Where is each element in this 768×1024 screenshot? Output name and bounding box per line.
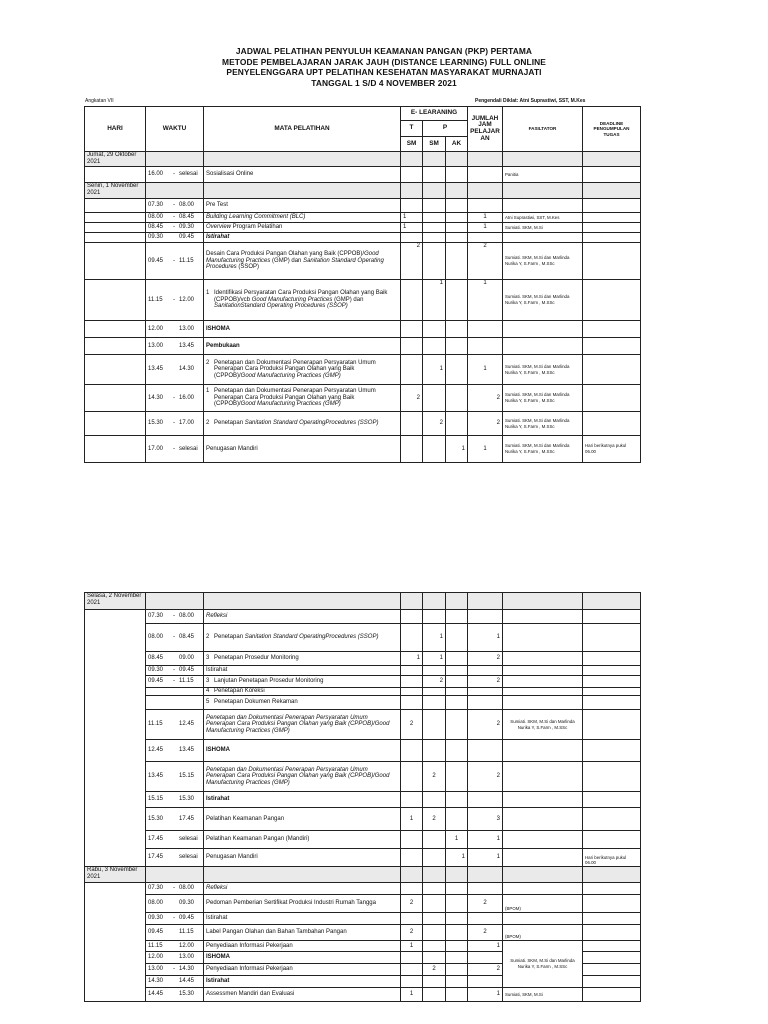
header-fasilitator: FASILTATOR — [503, 107, 583, 152]
table-row: 12.00 13.00 ISHOMA — [85, 952, 641, 964]
table-row: 15.15 15.30 Istirahat — [85, 792, 641, 808]
header-waktu: WAKTU — [146, 107, 204, 152]
day-row-jumat — [85, 152, 641, 167]
table-row: 09.45 - 11.15 Desain Cara Produksi Pangan Olahan yang Baik (CPPOB)/Good Manufacturing Practices (GMP) dan Sanitation Standard Operating Procedures (SSOP) 2 2 Sumiati. SKM, M.Si dan Marlinda Nurika Y, S.Farm , M.SSc — [85, 243, 641, 280]
table-row: 08.00 09.30 Pedoman Pemberian Sertifikat Produksi Industri Rumah Tangga 2 2 (BPOM) — [85, 895, 641, 913]
day-label: Rabu, 3 November 2021 — [85, 867, 146, 883]
table-row: 11.15 - 12.00 1 Identifikasi Persyaratan Cara Produksi Pangan Olahan yang Baik (CPPOB)/vcb Good Manufacturing Practices (GMP) dan SanitationStandard Operating Procedures (SSOP) 1 1 Sumiati. SKM, M.Si dan Marlinda Nurika Y, S.Farm , M.SSc — [85, 280, 641, 321]
table-row: 17.00 - selesai Penugasan Mandiri 1 1 Sumiati. SKM, M.Si dan Marlinda Nurika Y, S.Farm , M.SSc Hari berikutnya pukul 06.00 — [85, 436, 641, 463]
table-row: 07.30 - 08.00 Pre Test — [85, 199, 641, 213]
table-row: 5 Penetapan Dokumen Rekaman — [85, 696, 641, 710]
table-row: 14.30 - 16.00 1 Penetapan dan Dokumentasi Penerapan Persyaratan Umum Penerapan Cara Produksi Pangan Olahan yang Baik (CPPOB)/Good Manufacturing Practices (GMP) 2 2 Sumiati. SKM, M.Si dan Marlinda Nurika Y, S.Farm , M.SSc — [85, 385, 641, 412]
schedule-table-2 — [84, 592, 641, 1002]
table-row: 07.30 - 08.00 Refleksi — [85, 610, 641, 624]
day-label: Senin, 1 November 2021 — [85, 183, 146, 199]
table-row: 08.00 - 08.45 Building Learning Commitment (BLC) 1 1 Atni Suprastiwi, SST, M.Kes — [85, 213, 641, 223]
table-row: 13.45 15.15 Penetapan dan Dokumentasi Penerapan Persyaratan Umum Penerapan Cara Produksi Pangan Olahan yang Baik (CPPOB)/Good Manufacturing Practices (GMP) 2 2 — [85, 762, 641, 792]
table-row: 13.45 14.30 2 Penetapan dan Dokumentasi Penerapan Persyaratan Umum Penerapan Cara Produksi Pangan Olahan yang Baik (CPPOB)/Good Manufacturing Practices (GMP) 1 1 Sumiati. SKM, M.Si dan Marlinda Nurika Y, S.Farm , M.SSc — [85, 355, 641, 385]
day-row-rabu — [85, 867, 641, 883]
header-t: T — [401, 121, 423, 137]
title-line-2: METODE PEMBELAJARAN JARAK JAUH (DISTANCE LEARNING) FULL ONLINE — [222, 56, 546, 67]
table-row: 08.45 09.00 3 Penetapan Prosedur Monitoring 1 1 2 — [85, 652, 641, 666]
schedule-table-1 — [84, 106, 641, 463]
pengendali-label: Pengendali Diklat: Atni Suprastiwi, SST, M.Kes — [475, 98, 586, 104]
table-row: 11.15 12.00 Penyediaan Informasi Pekerjaan 1 1 Sumiati. SKM, M.Si dan Marlinda Nurika Y, S.Farm , M.SSc — [85, 941, 641, 952]
table-row: 12.45 13.45 ISHOMA — [85, 740, 641, 762]
title-line-1: JADWAL PELATIHAN PENYULUH KEAMANAN PANGAN (PKP) PERTAMA — [235, 46, 533, 56]
table-row: 08.00 - 08.45 2 Penetapan Sanitation Standard OperatingProcedures (SSOP) 1 1 — [85, 624, 641, 652]
table-row: 09.30 09.45 Istirahat — [85, 233, 641, 243]
table-row: 09.45 - 11.15 3 Lanjutan Penetapan Prosedur Monitoring 2 2 — [85, 676, 641, 688]
header-jumlah: JUMLAH JAM PELAJAR AN — [468, 107, 503, 152]
header-elearning: E- LEARANING — [401, 107, 468, 121]
day-row-selasa — [85, 593, 641, 610]
header-sm-1: SM — [401, 137, 423, 152]
table-row: 15.30 - 17.00 2 Penetapan Sanitation Standard OperatingProcedures (SSOP) 2 2 Sumiati. SKM, M.Si dan Marlinda Nurika Y, S.Farm , M.SSc — [85, 412, 641, 436]
table-row: 17.45 selesai Penugasan Mandiri 1 1 Hari berikutnya pukul 06.00 — [85, 849, 641, 867]
title-line-3: PENYELENGGARA UPT PELATIHAN KESEHATAN MASYARAKAT MURNAJATI — [226, 67, 542, 77]
day-row-senin — [85, 183, 641, 199]
table-row: 16.00 - selesai Sosialisasi Online Panitia — [85, 167, 641, 183]
table-row: 14.45 15.30 Assessmen Mandiri dan Evaluasi 1 1 Sumiati, SKM, M.Si — [85, 988, 641, 1002]
day-label: Selasa, 2 November 2021 — [85, 593, 146, 610]
table-row: 09.30 - 09.45 Istirahat — [85, 666, 641, 676]
table-row: 17.45 selesai Pelatihan Keamanan Pangan (Mandiri) 1 1 — [85, 831, 641, 849]
header-sm-2: SM — [423, 137, 446, 152]
table-row: 08.45 - 09.30 Overview Program Pelatihan 1 1 Sumiati. SKM, M.Si — [85, 223, 641, 233]
header-ak: AK — [446, 137, 468, 152]
title-line-4: TANGGAL 1 S/D 4 NOVEMBER 2021 — [311, 77, 457, 88]
table-row: 4 Penetapan Koreksi — [85, 688, 641, 696]
table-row: 09.45 11.15 Label Pangan Olahan dan Bahan Tambahan Pangan 2 2 (BPOM) — [85, 925, 641, 941]
header-p: P — [423, 121, 468, 137]
table-row: 11.15 12.45 Penetapan dan Dokumentasi Penerapan Persyaratan Umum Penerapan Cara Produksi Pangan Olahan yang Baik (CPPOB)/Good Manufacturing Practices (GMP) 2 2 Sumiati. SKM, M.Si dan Marlinda Nurika Y, S.Farm , M.SSc — [85, 710, 641, 740]
angkatan-label: Angkatan VII — [85, 98, 114, 104]
header-mata-pelatihan: MATA PELATIHAN — [204, 107, 401, 152]
document-title — [0, 46, 768, 88]
table-row: 07.30 - 08.00 Refleksi — [85, 883, 641, 895]
table-row: 09.30 - 09.45 Istirahat — [85, 913, 641, 925]
header-deadline: DEADLINE PENGUMPULAN TUGAS — [583, 107, 641, 152]
table-row: 12.00 13.00 ISHOMA — [85, 321, 641, 338]
table-row: 15.30 17.45 Pelatihan Keamanan Pangan 1 2 3 — [85, 808, 641, 831]
header-hari: HARI — [85, 107, 146, 152]
table-row: 13.00 13.45 Pembukaan — [85, 338, 641, 355]
day-label: Jumat, 29 Oktober 2021 — [85, 152, 146, 167]
table-row: 13.00 - 14.30 Penyediaan Informasi Pekerjaan 2 2 — [85, 964, 641, 976]
table-row: 14.30 14.45 Istirahat — [85, 976, 641, 988]
